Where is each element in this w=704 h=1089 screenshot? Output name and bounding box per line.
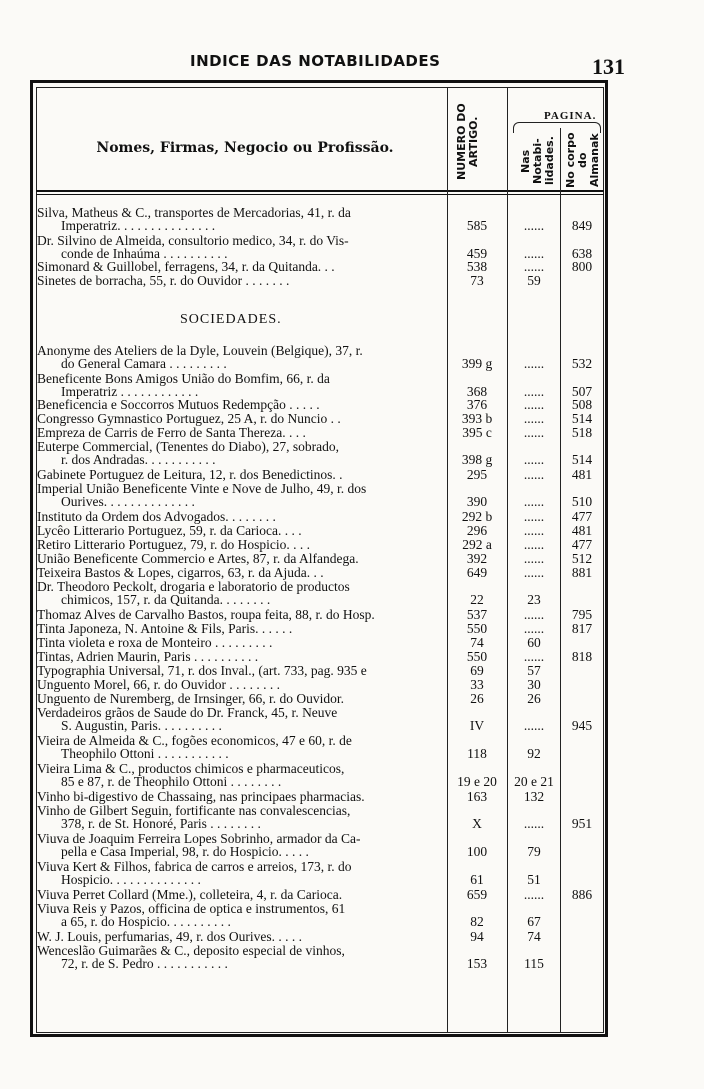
entry-text-continuation: S. Augustin, Paris. . . . . . . . . . [61,718,222,733]
entry-text: Vieira de Almeida & C., fogões economicos, 47 e 60, r. de [37,733,352,748]
entry-page-almanak: 886 [571,887,593,902]
column-header-names: Nomes, Firmas, Negocio ou Profissão. [96,140,394,156]
entry-text: Viuva Perret Collard (Mme.), colleteira, 4, r. da Carioca. [37,887,343,902]
entry-page-notabilidades: ...... [523,397,545,412]
entry-article-number: 100 [466,844,488,859]
entry-page-notabilidades: 67 [527,914,541,929]
entry-article-number: 94 [470,929,484,944]
entry-page-almanak: 795 [571,607,593,622]
entry-text: Verdadeiros grãos de Saude do Dr. Franck, 45, r. Neuve [37,705,338,720]
entry-text-continuation: 85 e 87, r. de Theophilo Ottoni . . . . . . . . [61,774,282,789]
entry-text: Viuva Reis y Pazos, officina de optica e instrumentos, 61 [37,901,346,916]
entry-article-number: 295 [466,467,488,482]
entry-article-number: X [472,816,482,831]
entry-page-notabilidades: 23 [527,592,541,607]
entry-text: Anonyme des Ateliers de la Dyle, Louvein (Belgique), 37, r. [37,343,363,358]
column-header-number: NUMERO DO ARTIGO. [455,103,481,181]
entry-page-almanak: 638 [571,246,593,261]
entry-article-number: 392 [466,551,488,566]
entry-text-continuation: do General Camara . . . . . . . . . [61,356,227,371]
entry-text: Congresso Gymnastico Portuguez, 25 A, r. do Nuncio . . [37,411,341,426]
entry-text-continuation: a 65, r. do Hospicio. . . . . . . . . . [61,914,231,929]
entry-article-number: 74 [470,635,484,650]
entry-text-continuation: conde de Inhaúma . . . . . . . . . . [61,246,228,261]
entry-text-continuation: 378, r. de St. Honoré, Paris . . . . . . . . [61,816,261,831]
entry-page-notabilidades: ...... [523,816,545,831]
entry-article-number: 550 [466,621,488,636]
entry-article-number: 19 e 20 [457,774,497,789]
entry-text: Thomaz Alves de Carvalho Bastos, roupa feita, 88, r. do Hosp. [37,607,375,622]
entry-text: Unguento Morel, 66, r. do Ouvidor . . . . . . . . [37,677,280,692]
entry-text: Instituto da Ordem dos Advogados. . . . . . . . [37,509,276,524]
column-header-notabilidades: Nas Notabi- lidades. [519,136,557,186]
section-title: SOCIEDADES. [180,312,282,327]
entry-page-almanak: 849 [571,218,593,233]
entry-text: Gabinete Portuguez de Leitura, 12, r. dos Benedictinos. . [37,467,343,482]
running-title: INDICE DAS NOTABILIDADES [190,52,441,70]
entry-page-almanak: 512 [571,551,593,566]
entry-page-notabilidades: ...... [523,565,545,580]
entry-page-notabilidades: ...... [523,411,545,426]
entry-text: Sinetes de borracha, 55, r. do Ouvidor . . . . . . . [37,273,290,288]
entry-page-almanak: 508 [571,397,593,412]
entry-page-notabilidades: 57 [527,663,541,678]
entry-text-continuation: Imperatriz . . . . . . . . . . . . [61,384,199,399]
entry-text-continuation: 72, r. de S. Pedro . . . . . . . . . . . [61,956,228,971]
entry-page-notabilidades: ...... [523,509,545,524]
entry-article-number: 61 [470,872,484,887]
entry-text: Tintas, Adrien Maurin, Paris . . . . . . . . . . [37,649,259,664]
entry-page-almanak: 507 [571,384,593,399]
entry-article-number: 399 g [461,356,493,371]
entry-text: Unguento de Nuremberg, de Irnsinger, 66, r. do Ouvidor. [37,691,345,706]
entry-text: Wenceslão Guimarães & C., deposito especial de vinhos, [37,943,345,958]
entry-article-number: 292 a [462,537,492,552]
entry-text: Vieira Lima & C., productos chimicos e pharmaceuticos, [37,761,345,776]
entry-page-notabilidades: ...... [523,537,545,552]
entry-article-number: 585 [466,218,488,233]
entry-page-almanak: 477 [571,537,593,552]
entry-page-notabilidades: ...... [523,425,545,440]
entry-article-number: 537 [466,607,488,622]
entry-text: Dr. Silvino de Almeida, consultorio medico, 34, r. do Vis- [37,233,349,248]
entry-page-almanak: 514 [571,411,593,426]
entry-text: Vinho bi-digestivo de Chassaing, nas principaes pharmacias. [37,789,365,804]
entry-page-almanak: 817 [571,621,593,636]
entry-text: Viuva Kert & Filhos, fabrica de carros e arreios, 173, r. do [37,859,352,874]
entry-text: Tinta violeta e roxa de Monteiro . . . . . . . . . [37,635,273,650]
column-header-almanak: No corpo do Almanak [564,132,602,188]
entry-article-number: 395 c [462,425,492,440]
entry-text: Simonard & Guillobel, ferragens, 34, r. da Quitanda. . . [37,259,335,274]
entry-page-notabilidades: ...... [523,452,545,467]
entry-article-number: 659 [466,887,488,902]
entry-text-continuation: r. dos Andradas. . . . . . . . . . . [61,452,216,467]
entry-page-almanak: 518 [571,425,593,440]
entry-page-notabilidades: ...... [523,218,545,233]
entry-article-number: 22 [470,592,484,607]
entry-text-continuation: Hospicio. . . . . . . . . . . . . . [61,872,201,887]
entry-text-continuation: Ourives. . . . . . . . . . . . . . [61,494,195,509]
entry-article-number: 163 [466,789,488,804]
entry-page-almanak: 510 [571,494,593,509]
entry-page-almanak: 945 [571,718,593,733]
entry-article-number: 153 [466,956,488,971]
entry-page-almanak: 532 [571,356,593,371]
entry-page-notabilidades: 79 [527,844,541,859]
column-header-pagina: PAGINA. [544,110,597,122]
entry-text: Dr. Theodoro Peckolt, drogaria e laboratorio de productos [37,579,350,594]
entry-text-continuation: chimicos, 157, r. da Quitanda. . . . . . . . [61,592,271,607]
entry-article-number: 368 [466,384,488,399]
entry-article-number: 69 [470,663,484,678]
entry-text: Imperial União Beneficente Vinte e Nove de Julho, 49, r. dos [37,481,367,496]
entry-text: W. J. Louis, perfumarias, 49, r. dos Ourives. . . . . [37,929,302,944]
entry-text: Viuva de Joaquim Ferreira Lopes Sobrinho, armador da Ca- [37,831,361,846]
entry-text: Beneficencia e Soccorros Mutuos Redempção . . . . . [37,397,320,412]
entry-article-number: 296 [466,523,488,538]
entry-text: Euterpe Commercial, (Tenentes do Diabo), 27, sobrado, [37,439,339,454]
entry-page-notabilidades: ...... [523,718,545,733]
entry-page-notabilidades: ...... [523,887,545,902]
entry-page-almanak: 881 [571,565,593,580]
page-number: 131 [592,54,625,79]
header-rule [36,190,604,192]
entry-page-notabilidades: ...... [523,621,545,636]
entry-page-notabilidades: ...... [523,246,545,261]
entry-page-notabilidades: ...... [523,649,545,664]
entry-page-notabilidades: 30 [527,677,541,692]
entry-page-almanak: 514 [571,452,593,467]
entry-page-almanak: 951 [571,816,593,831]
entry-text-continuation: pella e Casa Imperial, 98, r. do Hospicio. . . . . [61,844,309,859]
entry-article-number: 538 [466,259,488,274]
entry-page-almanak: 818 [571,649,593,664]
entry-article-number: 459 [466,246,488,261]
entry-page-notabilidades: ...... [523,467,545,482]
entry-article-number: 390 [466,494,488,509]
entry-page-notabilidades: ...... [523,607,545,622]
entry-article-number: 550 [466,649,488,664]
entry-page-notabilidades: 115 [524,956,544,971]
entry-text: Teixeira Bastos & Lopes, cigarros, 63, r. da Ajuda. . . [37,565,324,580]
entry-page-notabilidades: 132 [523,789,545,804]
header-rule-thin [36,194,604,195]
entry-page-notabilidades: 92 [527,746,541,761]
entry-page-almanak: 477 [571,509,593,524]
entry-text: Lycêo Litterario Portuguez, 59, r. da Carioca. . . . [37,523,302,538]
entry-article-number: IV [469,718,485,733]
entry-page-almanak: 481 [571,523,593,538]
entry-article-number: 73 [470,273,484,288]
entry-page-notabilidades: 20 e 21 [514,774,554,789]
entry-page-notabilidades: ...... [523,356,545,371]
entry-page-notabilidades: 26 [527,691,541,706]
entry-article-number: 649 [466,565,488,580]
entry-text: Silva, Matheus & C., transportes de Mercadorias, 41, r. da [37,205,351,220]
entry-page-notabilidades: ...... [523,259,545,274]
entry-text: Empreza de Carris de Ferro de Santa Thereza. . . . [37,425,306,440]
entry-page-notabilidades: ...... [523,523,545,538]
entry-article-number: 292 b [461,509,493,524]
entry-article-number: 26 [470,691,484,706]
entry-article-number: 82 [470,914,484,929]
entry-page-notabilidades: 60 [527,635,541,650]
entry-text: Tinta Japoneza, N. Antoine & Fils, Paris. . . . . . [37,621,293,636]
entry-page-almanak: 481 [571,467,593,482]
entry-article-number: 33 [470,677,484,692]
column-divider-notabilidades [560,128,561,1032]
entry-text: União Beneficente Commercio e Artes, 87, r. da Alfandega. [37,551,359,566]
entry-page-notabilidades: ...... [523,551,545,566]
entry-article-number: 393 b [461,411,493,426]
entry-page-notabilidades: 51 [527,872,541,887]
entry-text: Typographia Universal, 71, r. dos Inval., (art. 733, pag. 935 e [37,663,367,678]
entry-page-almanak: 800 [571,259,593,274]
entry-text-continuation: Theophilo Ottoni . . . . . . . . . . . [61,746,229,761]
entry-article-number: 398 g [461,452,493,467]
entry-text: Beneficente Bons Amigos União do Bomfim, 66, r. da [37,371,330,386]
entry-article-number: 376 [466,397,488,412]
entry-page-notabilidades: ...... [523,384,545,399]
entry-article-number: 118 [467,746,487,761]
entry-page-notabilidades: 74 [527,929,541,944]
entry-page-notabilidades: ...... [523,494,545,509]
entry-text: Vinho de Gilbert Seguin, fortificante nas convalescencias, [37,803,351,818]
entry-page-notabilidades: 59 [527,273,541,288]
entry-text: Retiro Litterario Portuguez, 79, r. do Hospicio. . . . [37,537,310,552]
entry-text-continuation: Imperatriz. . . . . . . . . . . . . . . [61,218,216,233]
